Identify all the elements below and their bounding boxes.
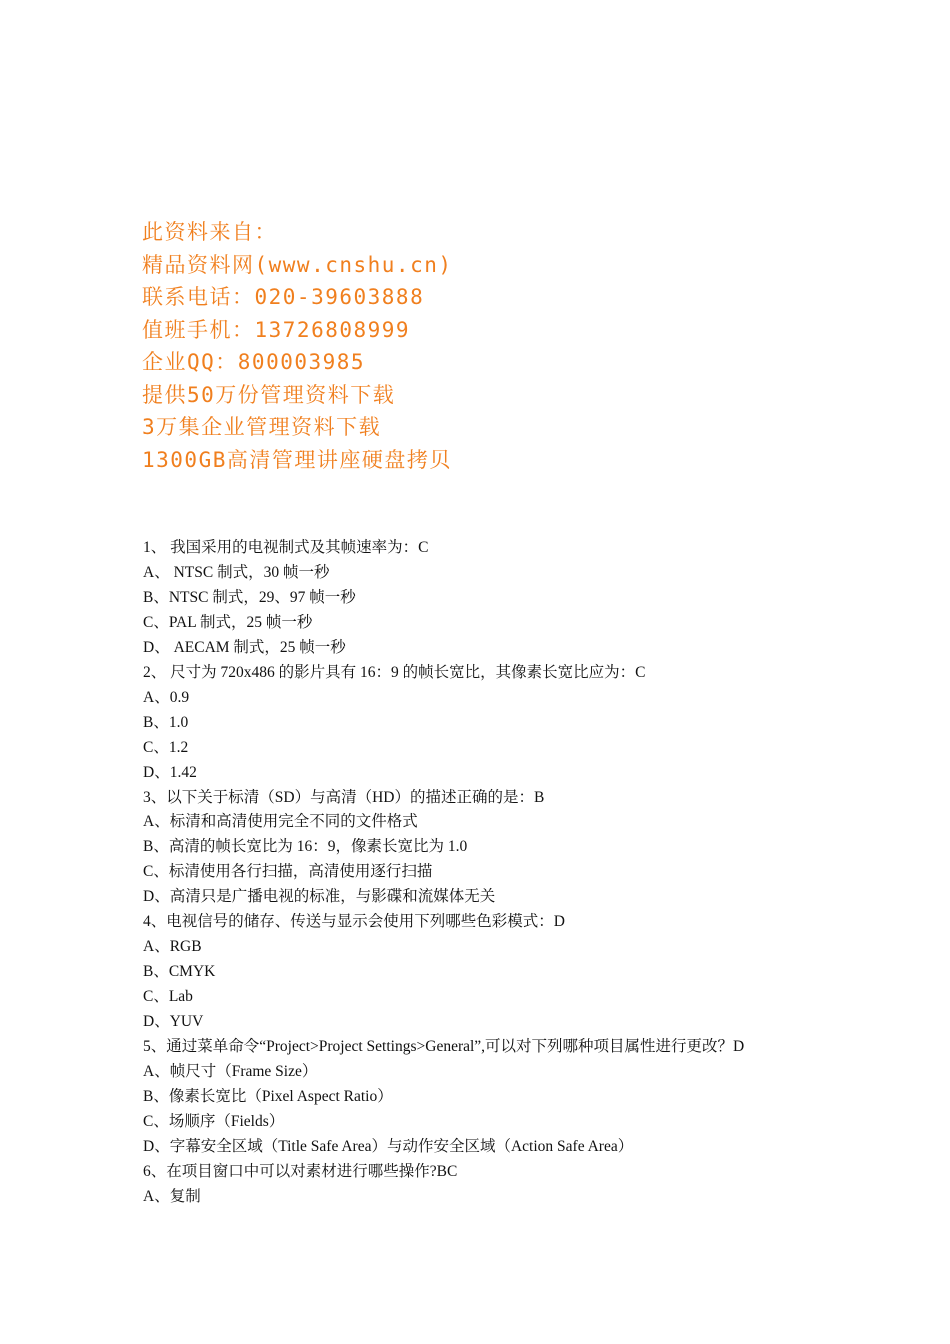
ad-line-website: 精品资料网(www.cnshu.cn) (142, 252, 453, 277)
question-5-option-a: A、帧尺寸（Frame Size） (143, 1063, 318, 1081)
question-1-option-a: A、 NTSC 制式，30 帧一秒 (143, 563, 330, 581)
question-5-option-d: D、字幕安全区域（Title Safe Area）与动作安全区域（Action Safe Area） (143, 1137, 634, 1155)
question-2-option-c: C、1.2 (143, 738, 189, 756)
ad-line-phone: 联系电话：020-39603888 (142, 285, 425, 309)
question-1-option-d: D、 AECAM 制式，25 帧一秒 (143, 638, 346, 656)
question-1-option-b: B、NTSC 制式，29、97 帧一秒 (143, 588, 356, 606)
source-ad-block (142, 216, 562, 476)
ad-line-offer-2: 3万集企业管理资料下载 (142, 415, 382, 439)
question-1-option-c: C、PAL 制式，25 帧一秒 (143, 613, 313, 631)
question-3-option-d: D、高清只是广播电视的标准，与影碟和流媒体无关 (143, 888, 496, 906)
ad-line-source: 此资料来自： (142, 220, 277, 244)
question-6: 6、在项目窗口中可以对素材进行哪些操作?BC (143, 1162, 458, 1180)
question-4: 4、电视信号的储存、传送与显示会使用下列哪些色彩模式：D (143, 913, 565, 931)
question-4-option-d: D、YUV (143, 1013, 204, 1031)
question-5-option-c: C、场顺序（Fields） (143, 1112, 285, 1130)
question-6-option-a: A、复制 (143, 1187, 201, 1205)
question-4-option-c: C、Lab (143, 988, 193, 1006)
question-4-option-b: B、CMYK (143, 963, 216, 981)
question-2-option-a: A、0.9 (143, 688, 190, 706)
question-4-option-a: A、RGB (143, 938, 202, 956)
ad-line-mobile: 值班手机：13726808999 (142, 317, 411, 342)
ad-line-offer-1: 提供50万份管理资料下载 (142, 382, 396, 407)
question-3-option-a: A、标清和高清使用完全不同的文件格式 (143, 813, 418, 831)
question-3-option-b: B、高清的帧长宽比为 16：9，像素长宽比为 1.0 (143, 838, 468, 856)
question-3-option-c: C、标清使用各行扫描，高清使用逐行扫描 (143, 863, 433, 881)
question-5: 5、通过菜单命令“Project>Project Settings>General”,可以对下列哪种项目属性进行更改？D (143, 1038, 745, 1056)
ad-line-offer-3: 1300GB高清管理讲座硬盘拷贝 (142, 447, 452, 472)
ad-line-qq: 企业QQ：800003985 (142, 350, 366, 374)
quiz-content (143, 536, 843, 1210)
question-1: 1、 我国采用的电视制式及其帧速率为：C (143, 539, 429, 556)
question-5-option-b: B、像素长宽比（Pixel Aspect Ratio） (143, 1087, 393, 1105)
question-2-option-d: D、1.42 (143, 763, 197, 781)
question-2-option-b: B、1.0 (143, 713, 189, 731)
question-2: 2、 尺寸为 720x486 的影片具有 16：9 的帧长宽比，其像素长宽比应为：C (143, 663, 646, 681)
question-3: 3、以下关于标清（SD）与高清（HD）的描述正确的是：B (143, 788, 545, 806)
